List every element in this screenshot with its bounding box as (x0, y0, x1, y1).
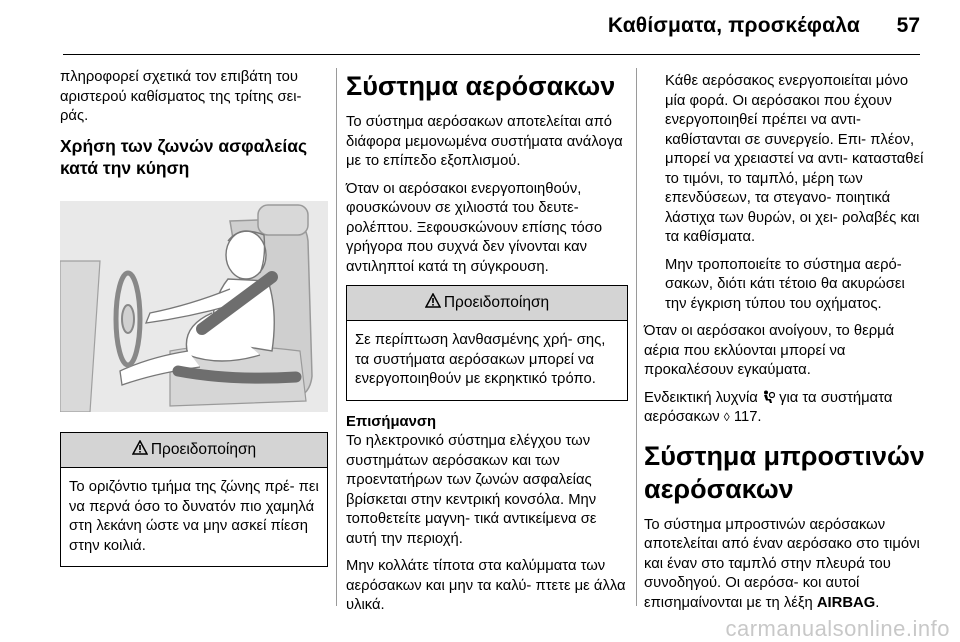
indicator-paragraph (644, 389, 929, 428)
no-modification-paragraph: Μην τροποποιείτε το σύστημα αερό- σακων, διότι κάτι τέτοιο θα ακυρώσει την έγκριση τύπου του οχήματος. (665, 256, 905, 312)
hot-gas-paragraph: Όταν οι αερόσακοι ανοίγουν, το θερμά αέρια που εκλύονται μπορεί να προκαλέσουν εγκαύματα. (644, 323, 895, 378)
header-divider (63, 54, 920, 55)
column-2 (346, 68, 628, 624)
intro-paragraph: πληροφορεί σχετικά τον επιβάτη του αριστερού καθίσματος της τρίτης σει- ράς. (60, 69, 302, 124)
warning-title: Προειδοποίηση (443, 294, 550, 312)
airbag-deploy-paragraph: Όταν οι αερόσακοι ενεργοποιηθούν, φουσκώνουν σε χιλιοστά του δευτε- ρολέπτου. Ξεφουσκώνουν επίσης τόσο γρήγορα που συχνά δεν γίνονται καν αντιληπτοί κατά τη σύγκρουση. (346, 180, 603, 275)
warning-header (347, 286, 627, 321)
warning-title: Προειδοποίηση (150, 441, 257, 459)
column-3 (644, 72, 929, 621)
column-divider-2 (636, 68, 637, 606)
airbag-system-heading: Σύστημα αερόσακων (346, 71, 616, 101)
note-label: Επισήμανση (346, 413, 437, 430)
airbag-indicator-icon (762, 390, 775, 404)
note-paragraph-2: Μην κολλάτε τίποτα στα καλύμματα των αερόσακων και μην τα καλύ- πτετε με άλλα υλικά. (346, 558, 626, 613)
warning-triangle-icon (132, 440, 148, 461)
pregnancy-seatbelt-heading: Χρήση των ζωνών ασφαλείας κατά την κύηση (60, 135, 308, 178)
indicator-page-ref[interactable]: 117. (733, 409, 762, 425)
warning-box-pregnancy (60, 432, 328, 567)
airbag-word: AIRBAG (816, 594, 876, 611)
airbag-intro-paragraph: Το σύστημα αερόσακων αποτελείται από διάφορα μεμονωμένα συστήματα ανάλογα με το επίπεδο εξοπλισμού. (346, 114, 623, 169)
note-paragraph-1: Το ηλεκτρονικό σύστημα ελέγχου των συστημάτων αερόσακων και των προεντατήρων των ζωνών ασφαλείας βρίσκεται στην κεντρική κονσόλα. Μην τοποθετείτε μαγνη- τικά αντικείμενα σε αυτή την περιοχή. (346, 433, 597, 547)
warning-text: Σε περίπτωση λανθασμένης χρή- σης, τα συστήματα αερόσακων μπορεί να ενεργοποιηθούν με εκρηκτικό τρόπο. (355, 332, 606, 387)
warning-triangle-icon (425, 293, 441, 314)
column-1 (60, 68, 328, 567)
page-number: 57 (896, 14, 920, 37)
warning-header (61, 433, 327, 468)
single-activation-paragraph: Κάθε αερόσακος ενεργοποιείται μόνο μία φορά. Οι αερόσακοι που έχουν ενεργοποιηθεί πρέπει να αντι- καθίστανται σε συνεργείο. Επι- πλέον, μπορεί να χρειαστεί να αντι- κατασταθεί το τιμόνι, το ταμπλό, μέρη των επενδύσεων, τα στεγανο- ποιητικά λάστιχα των θυρών, οι χει- ρολαβές και τα καθίσματα. (665, 73, 924, 245)
front-airbag-text-end: . (875, 594, 880, 611)
page-header-title: Καθίσματα, προσκέφαλα (607, 14, 860, 37)
pregnant-seatbelt-illustration (60, 201, 328, 412)
indicator-text-before: Ενδεικτική λυχνία (644, 389, 758, 406)
warning-box-airbag (346, 285, 628, 401)
warning-text: Το οριζόντιο τμήμα της ζώνης πρέ- πει να περνά όσο το δυνατόν πιο χαμηλά στη λεκάνη ώστε να μην ασκεί πίεση στην κοιλιά. (69, 479, 319, 554)
front-airbag-text: Το σύστημα μπροστινών αερόσακων αποτελείται από έναν αερόσακο στο τιμόνι και έναν στο ταμπλό στην πλευρά του συνοδηγού. Οι αερόσα- κοι αυτοί επισημαίνονται με τη λέξη (644, 516, 920, 611)
front-airbag-paragraph (644, 516, 929, 614)
page-reference-icon: ◊ (723, 410, 730, 424)
watermark: carmanualsonline.info (725, 616, 950, 641)
indicator-text-middle: για τα συστήματα αερόσακων (644, 389, 893, 425)
column-divider-1 (336, 68, 337, 606)
front-airbag-heading: Σύστημα μπροστινών αερόσακων (644, 440, 925, 504)
